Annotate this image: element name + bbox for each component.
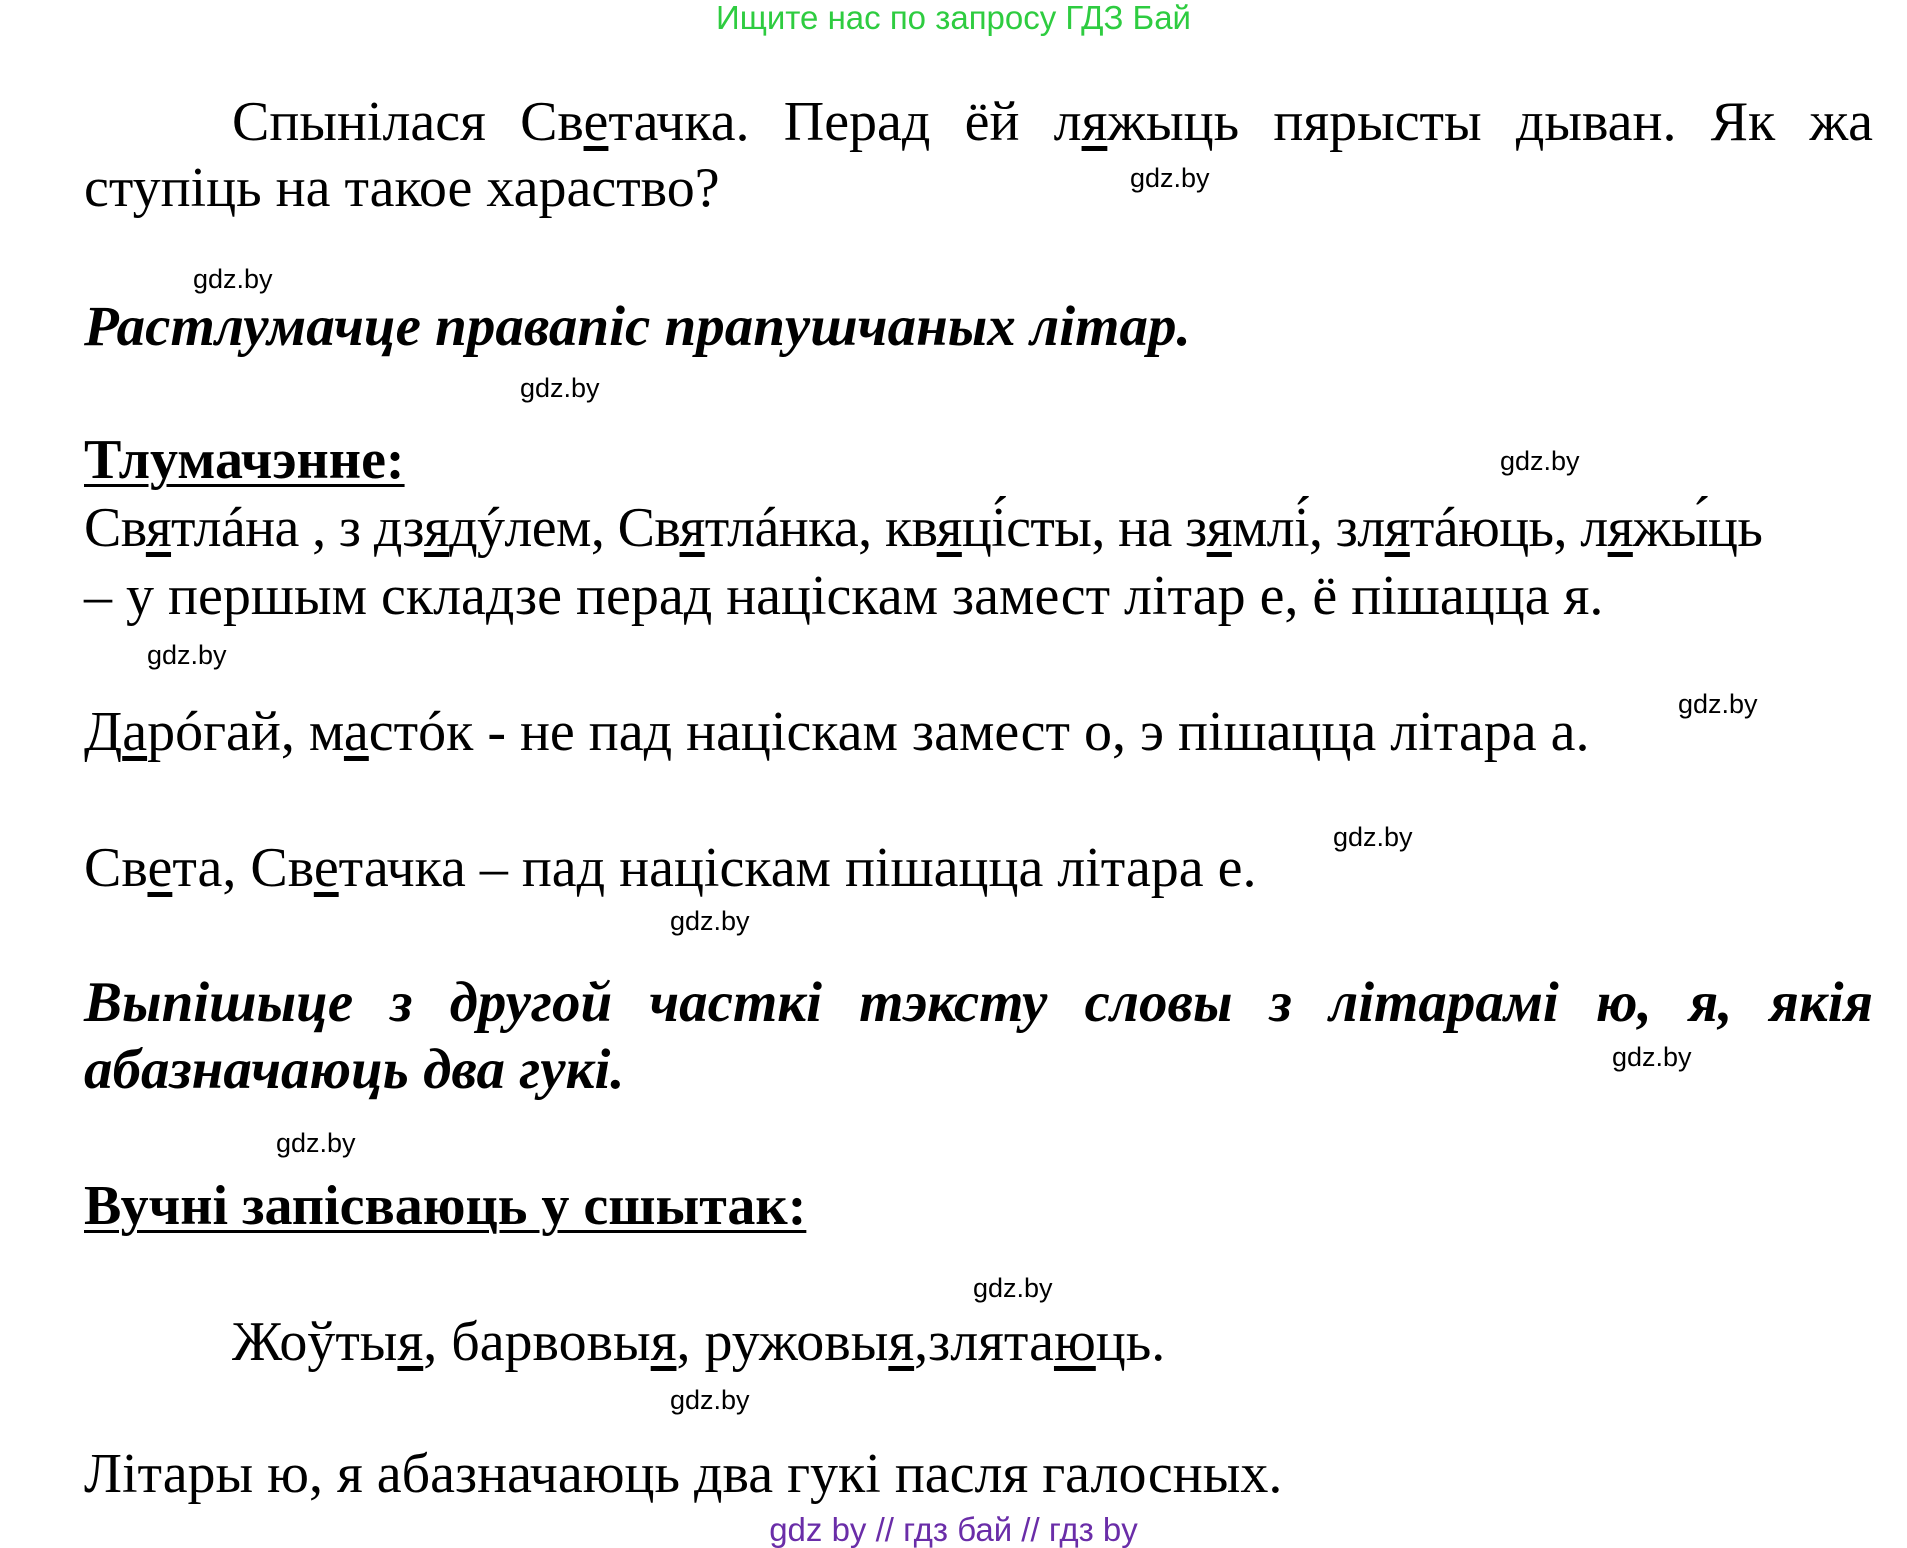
watermark: gdz.by — [670, 1385, 750, 1415]
top-banner: Ищите нас по запросу ГДЗ Бай — [716, 0, 1191, 36]
explanation-line-4: Света, Светачка – пад націскам пішацца літара е. — [84, 837, 1257, 899]
watermark: gdz.by — [670, 906, 750, 936]
notebook-words: Жоўтыя, барвовыя, ружовыя,злятаюць. — [232, 1311, 1166, 1373]
watermark: gdz.by — [1500, 446, 1580, 476]
watermark: gdz.by — [1612, 1042, 1692, 1072]
explanation-heading: Тлумачэнне: — [84, 429, 405, 491]
task2-line-1: Выпішыце з другой часткі тэксту словы з літарамі ю, я, якія — [84, 971, 1873, 1034]
watermark: gdz.by — [1130, 163, 1210, 193]
conclusion: Літары ю, я абазначаюць два гукі пасля галосных. — [84, 1443, 1283, 1505]
explanation-line-2: – у першым складзе перад націскам замест літар е, ё пішацца я. — [84, 565, 1604, 627]
paragraph-line-1: Спынілася Светачка. Перад ёй ляжыць пярысты дыван. Як жа — [232, 91, 1873, 153]
watermark: gdz.by — [1678, 689, 1758, 719]
explanation-line-1: Святлáна , з дзядýлем, Святлáнка, квяці́сты, на зямлі́, злятáюць, ляжы́ць — [84, 497, 1763, 559]
watermark: gdz.by — [1333, 822, 1413, 852]
watermark: gdz.by — [973, 1273, 1053, 1303]
task-heading: Растлумачце правапіс прапушчаных літар. — [84, 295, 1191, 358]
watermark: gdz.by — [520, 373, 600, 403]
task2-line-2: абазначаюць два гукі. — [84, 1038, 625, 1101]
paragraph-line-2: ступіць на такое хараство? — [84, 157, 720, 219]
watermark: gdz.by — [193, 264, 273, 294]
explanation-line-3: Дарóгай, мастóк - не пад націскам замест о, э пішацца літара а. — [84, 701, 1590, 763]
notebook-heading: Вучні запісваюць у сшытак: — [84, 1175, 807, 1237]
watermark: gdz.by — [147, 640, 227, 670]
watermark: gdz.by — [276, 1128, 356, 1158]
footer-watermark: gdz by // гдз бай // гдз by — [769, 1511, 1138, 1548]
